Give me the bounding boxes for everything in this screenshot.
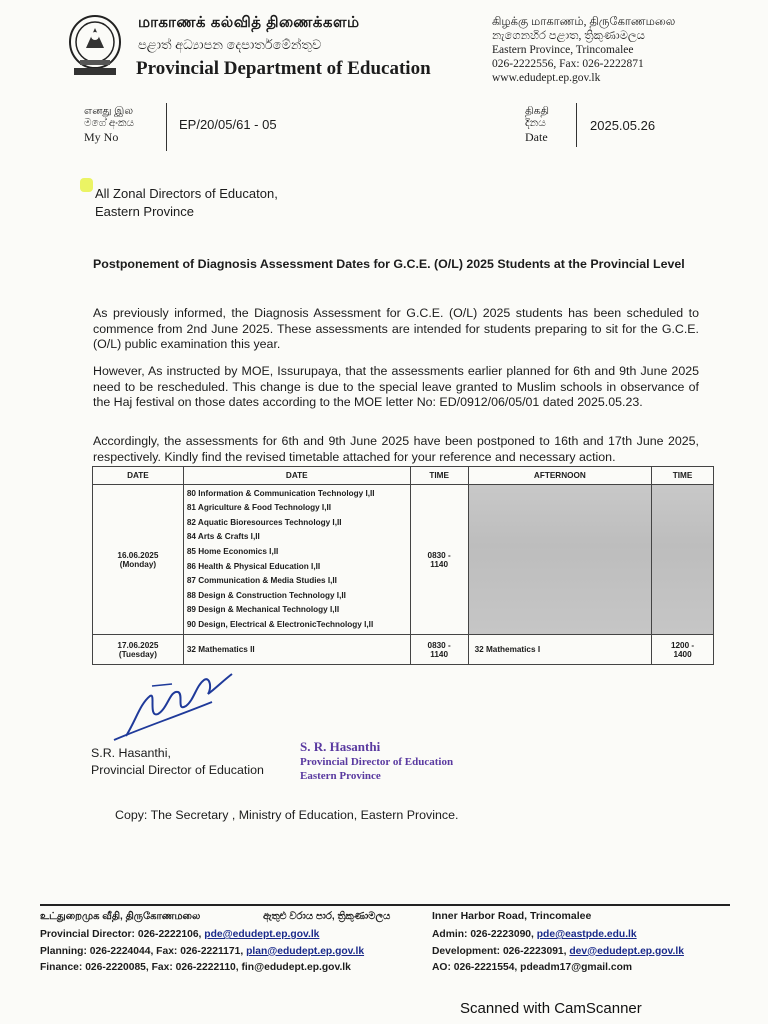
my-no-label: මගේ අංකය [84,118,135,129]
subject-item: 86 Health & Physical Education I,II [186,561,321,571]
admin-email-link[interactable]: pde@eastpde.edu.lk [536,929,637,940]
subject-item: 89 Design & Mechanical Technology I,II [186,605,340,615]
emblem-logo [66,14,124,78]
official-stamp [300,739,453,783]
paragraph: Accordingly, the assessments for 6th and 9th June 2025 have been postponed to 16th and 17th June 2025, respectively. Kindly find the revised timetable attached for your reference and necessary action. [93,434,699,464]
addressee-line: Eastern Province [95,204,194,219]
date-text: 16.06.2025 [117,550,159,560]
footer-rule [40,904,730,906]
pm-time-start: 1200 - [670,640,695,650]
date-cell [93,485,184,635]
finance-line: Finance: 026-2220085, Fax: 026-2222110, fin@edudept.ep.gov.lk [40,962,351,973]
stamp-province: Eastern Province [300,770,381,782]
subject-item: 90 Design, Electrical & ElectronicTechnology I,II [186,619,374,629]
day-text: (Monday) [119,559,157,569]
signature-scribble [112,668,237,743]
dev-email-link[interactable]: dev@edudept.ep.gov.lk [569,945,684,957]
address-line: கிழக்கு மாகாணம், திருகோணமலை [492,16,676,28]
stamp-title: Provincial Director of Education [300,756,454,768]
date-label: දිනය [525,118,546,129]
subject-item: 81 Agriculture & Food Technology I,II [186,503,332,513]
highlight-mark [80,178,93,192]
pd-label: Provincial Director: 026-2222106, [40,929,202,940]
dev-label: Development: 026-2223091, [432,945,567,957]
my-no-label: எனது இல [84,106,134,117]
footer-line [432,944,684,961]
signatory-name: S.R. Hasanthi, [91,746,171,760]
my-no-labels [84,106,134,145]
pd-email-link[interactable]: pde@edudept.ep.gov.lk [204,929,320,940]
footer-line [40,927,364,944]
footer-address-english: Inner Harbor Road, Trincomalee [432,910,592,922]
camscanner-watermark: Scanned with CamScanner [460,1000,642,1017]
paragraph: As previously informed, the Diagnosis Assessment for G.C.E. (O/L) 2025 students has been scheduled to commence from 2nd June 2025. These assessments are intended for students preparing to sit for the G.C.E. (O/L) public examination this year. [93,306,699,352]
header-cell: TIME [652,467,714,485]
subject-item: 87 Communication & Media Studies I,II [186,576,337,586]
subjects-cell [183,485,410,635]
header-cell: AFTERNOON [468,467,652,485]
pm-time-shaded-cell [652,485,714,635]
signatory [91,745,264,779]
signatory-title: Provincial Director of Education [91,763,264,777]
time-end: 1140 [430,649,449,659]
subject-heading: Postponement of Diagnosis Assessment Dates for G.C.E. (O/L) 2025 Students at the Provincial Level [93,257,685,271]
day-text: (Tuesday) [118,649,157,659]
pm-time-cell [652,635,714,665]
footer-line [432,927,684,944]
stamp-name: S. R. Hasanthi [300,739,381,754]
address-line: www.edudept.ep.gov.lk [492,72,601,84]
time-start: 0830 - [427,640,451,650]
table-row [93,635,714,665]
addressee [95,185,278,221]
my-no-value: EP/20/05/61 - 05 [179,117,277,132]
date-value: 2025.05.26 [590,118,656,133]
address-line: නැගෙනහිර පළාත, ත්‍රිකුණාමලය [492,30,645,42]
planning-email-link[interactable]: plan@edudept.ep.gov.lk [246,945,365,957]
table-header-row [93,467,714,485]
time-cell [410,635,468,665]
date-label: Date [525,130,548,144]
address-line: Eastern Province, Trincomalee [492,44,634,56]
table-row [93,485,714,635]
timetable [92,466,714,665]
afternoon-subject: 32 Mathematics I [468,635,652,665]
address-line: 026-2222556, Fax: 026-2222871 [492,58,644,70]
subject-item: 80 Information & Communication Technology I,II [186,488,375,498]
header-title-english: Provincial Department of Education [136,58,431,79]
footer-line [40,944,364,961]
header-title-sinhala: පළාත් අධ්‍යාපන දෙපාර්තමේන්තුව [138,37,322,52]
date-divider [576,103,577,147]
copy-line: Copy: The Secretary , Ministry of Education, Eastern Province. [115,808,459,822]
subject-item: 32 Mathematics II [183,635,410,665]
header-cell: DATE [183,467,410,485]
ref-divider [166,103,167,151]
footer-contacts-right [432,927,684,977]
subject-item: 85 Home Economics I,II [186,546,279,556]
afternoon-shaded-cell [468,485,652,635]
date-text: 17.06.2025 [117,640,159,650]
footer-address-tamil: உட்துறைமுக வீதி, திருகோணமலை [40,911,201,922]
date-labels [525,106,549,145]
my-no-label: My No [84,130,119,144]
header-cell: TIME [410,467,468,485]
planning-label: Planning: 026-2224044, Fax: 026-2221171, [40,945,244,957]
time-start: 0830 - [427,550,451,560]
header-title-tamil: மாகாணக் கல்வித் திணைக்களம் [138,14,360,31]
time-end: 1140 [430,559,449,569]
subject-item: 88 Design & Construction Technology I,II [186,590,346,600]
paragraph: However, As instructed by MOE, Issurupaya, that the assessments earlier planned for 6th and 9th June 2025 need to be rescheduled. This change is due to the special leave granted to Muslim schools in observance of the Haj festival on those dates according to the MOE letter No: ED/0912/06/05/01 dated 2025.05.23. [93,364,699,410]
date-label: திகதி [525,106,549,117]
ao-line: AO: 026-2221554, pdeadm17@gmail.com [432,962,633,973]
subject-item: 82 Aquatic Bioresources Technology I,II [186,517,342,527]
header-address [492,15,675,85]
time-cell [410,485,468,635]
footer-contacts-left [40,927,364,977]
date-cell [93,635,184,665]
subject-item: 84 Arts & Crafts I,II [186,532,260,542]
header-cell: DATE [93,467,184,485]
footer-address-sinhala: ඇතුළු වරාය පාර, ත්‍රිකුණාමලය [263,911,391,922]
pm-time-end: 1400 [673,649,692,659]
addressee-line: All Zonal Directors of Educaton, [95,186,278,201]
admin-label: Admin: 026-2223090, [432,929,534,940]
